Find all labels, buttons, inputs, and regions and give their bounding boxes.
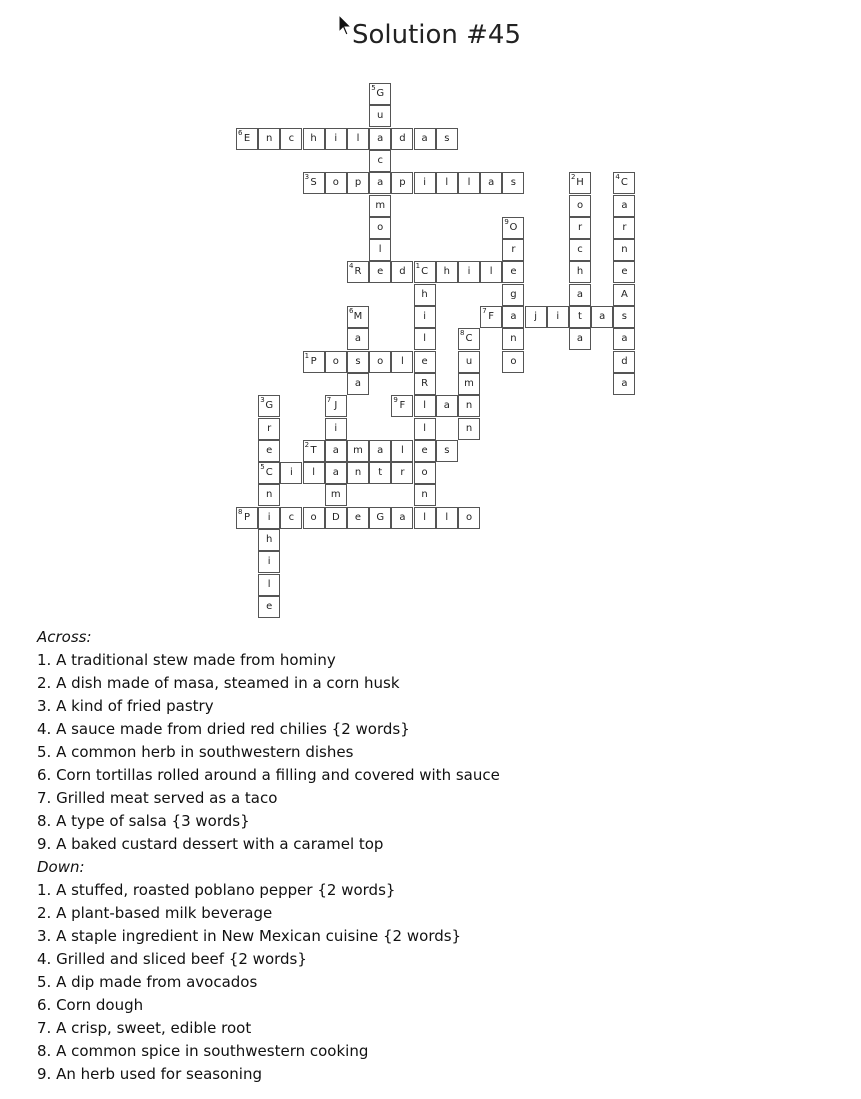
- cell-letter: C: [465, 333, 473, 345]
- cell-letter: a: [443, 400, 450, 412]
- crossword-cell: [436, 440, 458, 462]
- cell-letter: T: [310, 444, 317, 456]
- crossword-cell: [502, 172, 524, 194]
- cell-letter: o: [421, 467, 428, 479]
- cell-letter: H: [576, 177, 584, 189]
- cell-letter: r: [267, 422, 272, 434]
- across-heading: Across:: [37, 628, 92, 646]
- clue-number: 3: [304, 173, 310, 182]
- cell-letter: o: [332, 177, 339, 189]
- crossword-cell: [347, 351, 369, 373]
- crossword-cell: [569, 328, 591, 350]
- cell-letter: G: [376, 88, 385, 99]
- cell-letter: a: [488, 177, 495, 189]
- crossword-cell: [613, 239, 635, 261]
- crossword-cell: [347, 306, 369, 328]
- cell-letter: l: [423, 400, 426, 412]
- cell-letter: S: [310, 177, 317, 189]
- crossword-cell: [436, 507, 458, 529]
- crossword-cell: [414, 395, 436, 417]
- crossword-cell: [347, 128, 369, 150]
- cell-letter: l: [445, 511, 449, 523]
- crossword-cell: [613, 306, 635, 328]
- crossword-cell: [569, 217, 591, 239]
- crossword-cell: [325, 507, 347, 529]
- cell-letter: e: [377, 266, 384, 278]
- crossword-cell: [369, 83, 391, 105]
- crossword-cell: [391, 261, 413, 283]
- cell-letter: l: [423, 333, 426, 345]
- cell-letter: s: [621, 311, 627, 322]
- crossword-cell: [258, 418, 280, 440]
- across-clue: 7. Grilled meat served as a taco: [37, 789, 278, 807]
- cell-letter: l: [401, 444, 404, 456]
- cell-letter: l: [401, 355, 404, 367]
- crossword-cell: [258, 507, 280, 529]
- cell-letter: s: [355, 355, 361, 367]
- cell-letter: l: [445, 177, 449, 189]
- crossword-cell: [613, 328, 635, 350]
- cell-letter: e: [266, 444, 273, 456]
- crossword-cell: [303, 172, 325, 194]
- crossword-cell: [613, 373, 635, 395]
- cell-letter: s: [444, 444, 450, 456]
- cell-letter: i: [334, 422, 338, 434]
- cell-letter: l: [378, 244, 382, 256]
- crossword-cell: [369, 507, 391, 529]
- crossword-cell: [303, 128, 325, 150]
- crossword-cell: [391, 172, 413, 194]
- cell-letter: a: [576, 288, 584, 300]
- cell-letter: i: [423, 177, 426, 189]
- crossword-cell: [613, 172, 635, 194]
- clue-number: 7: [326, 396, 332, 405]
- crossword-cell: [391, 128, 413, 150]
- crossword-cell: [369, 440, 391, 462]
- crossword-cell: [325, 418, 347, 440]
- cell-letter: l: [489, 266, 493, 278]
- crossword-cell: [258, 551, 280, 573]
- clue-number: 1: [415, 262, 421, 271]
- cell-letter: e: [266, 600, 273, 612]
- crossword-cell: [414, 284, 436, 306]
- crossword-cell: [325, 484, 347, 506]
- across-clue: 2. A dish made of masa, steamed in a corn husk: [37, 674, 400, 692]
- clue-number: 4: [349, 262, 354, 271]
- crossword-cell: [414, 462, 436, 484]
- cell-letter: o: [510, 355, 517, 367]
- crossword-cell: [502, 328, 524, 350]
- crossword-cell: [325, 440, 347, 462]
- crossword-cell: [258, 440, 280, 462]
- cell-letter: C: [421, 266, 429, 278]
- down-clue: 1. A stuffed, roasted poblano pepper {2 words}: [37, 881, 396, 899]
- cell-letter: o: [377, 355, 384, 367]
- cell-letter: h: [421, 288, 428, 300]
- crossword-cell: [280, 462, 302, 484]
- cell-letter: n: [621, 244, 628, 256]
- crossword-cell: [414, 306, 436, 328]
- clue-number: 4: [615, 173, 620, 182]
- crossword-cell: [458, 328, 480, 350]
- clue-number: 5: [371, 84, 376, 92]
- cell-letter: m: [464, 377, 474, 389]
- crossword-cell: [569, 172, 591, 194]
- cell-letter: a: [576, 333, 584, 345]
- crossword-cell: [325, 462, 347, 484]
- crossword-cell: [569, 284, 591, 306]
- cell-letter: o: [332, 355, 339, 367]
- crossword-cell: [436, 172, 458, 194]
- crossword-cell: [458, 172, 480, 194]
- crossword-cell: [280, 507, 302, 529]
- crossword-cell: [414, 418, 436, 440]
- cell-letter: g: [510, 288, 517, 300]
- across-clue: 8. A type of salsa {3 words}: [37, 812, 250, 830]
- cell-letter: p: [399, 177, 406, 189]
- crossword-cell: [502, 217, 524, 239]
- crossword-cell: [502, 239, 524, 261]
- crossword-cell: [414, 484, 436, 506]
- clue-number: 8: [238, 507, 243, 516]
- crossword-cell: [258, 529, 280, 551]
- cell-letter: c: [577, 244, 583, 256]
- crossword-cell: [303, 351, 325, 373]
- crossword-cell: [569, 195, 591, 217]
- crossword-cell: [258, 128, 280, 150]
- cell-letter: n: [465, 400, 473, 412]
- crossword-cell: [369, 217, 391, 239]
- crossword-cell: [347, 261, 369, 283]
- crossword-cell: [236, 507, 258, 529]
- cell-letter: m: [375, 199, 386, 211]
- crossword-cell: [391, 351, 413, 373]
- cell-letter: h: [576, 266, 584, 278]
- crossword-cell: [236, 128, 258, 150]
- crossword-cell: [369, 351, 391, 373]
- cell-letter: n: [465, 422, 473, 434]
- cell-letter: R: [421, 377, 429, 389]
- cell-letter: n: [510, 333, 517, 345]
- cell-letter: C: [620, 177, 628, 189]
- cell-letter: j: [534, 311, 537, 322]
- cell-letter: a: [621, 199, 628, 211]
- cell-letter: i: [556, 311, 560, 322]
- cell-letter: h: [310, 132, 317, 144]
- cell-letter: r: [622, 221, 627, 233]
- crossword-cell: [391, 440, 413, 462]
- cell-letter: e: [421, 444, 428, 456]
- page-title: Solution #45: [351, 20, 522, 50]
- cell-letter: i: [423, 311, 426, 322]
- crossword-cell: [458, 261, 480, 283]
- crossword-cell: [347, 328, 369, 350]
- crossword-cell: [258, 462, 280, 484]
- cell-letter: c: [288, 511, 295, 523]
- crossword-cell: [258, 596, 280, 618]
- cell-letter: l: [467, 177, 471, 189]
- clue-number: 3: [260, 396, 265, 405]
- cell-letter: a: [621, 333, 628, 345]
- cell-letter: E: [243, 132, 251, 144]
- cell-letter: h: [443, 266, 450, 278]
- cell-letter: s: [444, 132, 450, 144]
- crossword-cell: [280, 128, 302, 150]
- crossword-cell: [569, 239, 591, 261]
- cell-letter: i: [290, 467, 293, 479]
- cell-letter: i: [267, 511, 271, 523]
- crossword-cell: [525, 306, 547, 328]
- crossword-cell: [369, 195, 391, 217]
- cell-letter: o: [377, 221, 384, 233]
- cell-letter: i: [467, 266, 471, 278]
- cell-letter: P: [310, 355, 317, 367]
- crossword-cell: [258, 484, 280, 506]
- clue-number: 2: [304, 440, 310, 449]
- crossword-cell: [325, 172, 347, 194]
- crossword-cell: [391, 507, 413, 529]
- down-clue: 6. Corn dough: [37, 996, 144, 1014]
- crossword-cell: [458, 507, 480, 529]
- crossword-cell: [502, 306, 524, 328]
- cell-letter: o: [465, 511, 473, 523]
- cell-letter: e: [354, 511, 362, 523]
- crossword-cell: [613, 217, 635, 239]
- cell-letter: a: [354, 333, 362, 345]
- cell-letter: d: [621, 355, 628, 367]
- crossword-cell: [480, 261, 502, 283]
- cell-letter: O: [509, 221, 518, 233]
- crossword-cell: [414, 261, 436, 283]
- cell-letter: n: [354, 467, 362, 479]
- cell-letter: i: [267, 556, 271, 568]
- across-clue: 9. A baked custard dessert with a caramel top: [37, 835, 384, 853]
- cell-letter: d: [399, 266, 406, 278]
- cell-letter: a: [621, 377, 628, 389]
- cell-letter: o: [576, 199, 584, 211]
- crossword-cell: [347, 462, 369, 484]
- cell-letter: l: [423, 511, 426, 523]
- crossword-cell: [458, 418, 480, 440]
- cell-letter: F: [399, 400, 406, 412]
- crossword-cell: [369, 261, 391, 283]
- clues-section: [37, 626, 500, 1086]
- crossword-cell: [436, 261, 458, 283]
- crossword-cell: [347, 507, 369, 529]
- crossword-cell: [613, 195, 635, 217]
- crossword-cell: [436, 128, 458, 150]
- crossword-cell: [613, 351, 635, 373]
- clue-number: 9: [393, 396, 398, 405]
- crossword-cell: [414, 351, 436, 373]
- clue-number: 2: [571, 173, 576, 182]
- cell-letter: r: [577, 221, 583, 233]
- crossword-cell: [414, 172, 436, 194]
- cell-letter: t: [378, 467, 383, 479]
- cell-letter: e: [421, 355, 428, 367]
- down-heading: Down:: [37, 858, 85, 876]
- cell-letter: r: [400, 467, 405, 479]
- crossword-cell: [303, 507, 325, 529]
- cell-letter: r: [511, 244, 516, 256]
- crossword-cell: [613, 284, 635, 306]
- cell-letter: F: [488, 311, 495, 322]
- crossword-cell: [369, 172, 391, 194]
- crossword-cell: [303, 462, 325, 484]
- crossword-cell: [502, 284, 524, 306]
- cell-letter: a: [377, 132, 384, 144]
- crossword-cell: [391, 395, 413, 417]
- across-clue-list: [37, 649, 500, 856]
- across-clue: 5. A common herb in southwestern dishes: [37, 743, 354, 761]
- clue-number: 5: [260, 463, 265, 472]
- crossword-cell: [569, 306, 591, 328]
- clue-number: 6: [349, 307, 354, 315]
- crossword-cell: [258, 395, 280, 417]
- cell-letter: C: [265, 467, 273, 479]
- cell-letter: o: [310, 511, 317, 523]
- down-clue: 9. An herb used for seasoning: [37, 1065, 262, 1083]
- cell-letter: P: [243, 511, 251, 523]
- crossword-cell: [591, 306, 613, 328]
- crossword-cell: [458, 373, 480, 395]
- cell-letter: a: [421, 132, 428, 144]
- cell-letter: h: [266, 534, 273, 545]
- clue-number: 7: [482, 307, 487, 315]
- across-clue: 3. A kind of fried pastry: [37, 697, 214, 715]
- crossword-cell: [369, 239, 391, 261]
- crossword-cell: [414, 507, 436, 529]
- crossword-cell: [369, 462, 391, 484]
- crossword-cell: [391, 462, 413, 484]
- clue-number: 1: [304, 351, 310, 360]
- cell-letter: l: [312, 467, 315, 479]
- cell-letter: a: [332, 467, 339, 479]
- down-clue: 2. A plant-based milk beverage: [37, 904, 273, 922]
- crossword-cell: [369, 105, 391, 127]
- cell-letter: t: [578, 311, 582, 322]
- down-clue: 7. A crisp, sweet, edible root: [37, 1019, 252, 1037]
- cell-letter: M: [353, 311, 363, 322]
- cell-letter: n: [421, 489, 428, 501]
- crossword-cell: [502, 261, 524, 283]
- down-clue-list: [37, 879, 500, 1086]
- crossword-cell: [325, 395, 347, 417]
- cell-letter: c: [377, 154, 383, 166]
- cell-letter: D: [331, 511, 340, 523]
- cell-letter: a: [399, 511, 406, 523]
- cell-letter: u: [377, 110, 384, 122]
- crossword-cell: [458, 395, 480, 417]
- crossword-cell: [502, 351, 524, 373]
- cell-letter: G: [376, 511, 385, 523]
- cell-letter: a: [599, 311, 606, 322]
- crossword-cell: [347, 373, 369, 395]
- cell-letter: n: [266, 132, 273, 144]
- crossword-cell: [480, 172, 502, 194]
- crossword-cell: [258, 574, 280, 596]
- down-clue: 8. A common spice in southwestern cooking: [37, 1042, 369, 1060]
- cell-letter: e: [621, 266, 628, 278]
- crossword-cell: [414, 373, 436, 395]
- crossword-cell: [347, 440, 369, 462]
- cell-letter: R: [354, 266, 362, 278]
- cell-letter: i: [334, 132, 338, 144]
- cell-letter: a: [510, 311, 517, 322]
- cell-letter: m: [330, 489, 341, 501]
- across-clue: 6. Corn tortillas rolled around a filling and covered with sauce: [37, 766, 500, 784]
- crossword-cell: [369, 150, 391, 172]
- crossword-cell: [458, 351, 480, 373]
- cell-letter: l: [267, 578, 271, 590]
- cell-letter: a: [377, 177, 384, 189]
- clue-number: 9: [504, 217, 509, 226]
- cell-letter: c: [288, 132, 295, 144]
- crossword-cell: [347, 172, 369, 194]
- cell-letter: e: [510, 266, 517, 278]
- cell-letter: J: [334, 400, 338, 412]
- across-clue: 1. A traditional stew made from hominy: [37, 651, 336, 669]
- crossword-cell: [569, 261, 591, 283]
- crossword-cell: [436, 395, 458, 417]
- crossword-cell: [414, 328, 436, 350]
- crossword-cell: [303, 440, 325, 462]
- cell-letter: a: [354, 377, 362, 389]
- cell-letter: s: [510, 177, 516, 189]
- cell-letter: A: [620, 288, 628, 300]
- cell-letter: m: [353, 444, 363, 456]
- cell-letter: a: [332, 444, 339, 456]
- crossword-cell: [480, 306, 502, 328]
- crossword-cell: [414, 128, 436, 150]
- cell-letter: n: [266, 489, 273, 501]
- cell-letter: d: [399, 132, 406, 144]
- clue-number: 8: [460, 329, 465, 338]
- cell-letter: a: [377, 444, 384, 456]
- down-clue: 5. A dip made from avocados: [37, 973, 258, 991]
- cell-letter: G: [265, 400, 274, 412]
- clue-number: 6: [238, 128, 243, 137]
- cell-letter: p: [354, 177, 362, 189]
- down-clue: 3. A staple ingredient in New Mexican cuisine {2 words}: [37, 927, 462, 945]
- crossword-cell: [325, 128, 347, 150]
- cell-letter: u: [465, 355, 473, 367]
- crossword-cell: [547, 306, 569, 328]
- cell-letter: l: [356, 132, 360, 144]
- cell-letter: l: [423, 422, 426, 434]
- crossword-cell: [369, 128, 391, 150]
- crossword-cell: [414, 440, 436, 462]
- crossword-cell: [613, 261, 635, 283]
- crossword-cell: [325, 351, 347, 373]
- across-clue: 4. A sauce made from dried red chilies {2 words}: [37, 720, 410, 738]
- down-clue: 4. Grilled and sliced beef {2 words}: [37, 950, 307, 968]
